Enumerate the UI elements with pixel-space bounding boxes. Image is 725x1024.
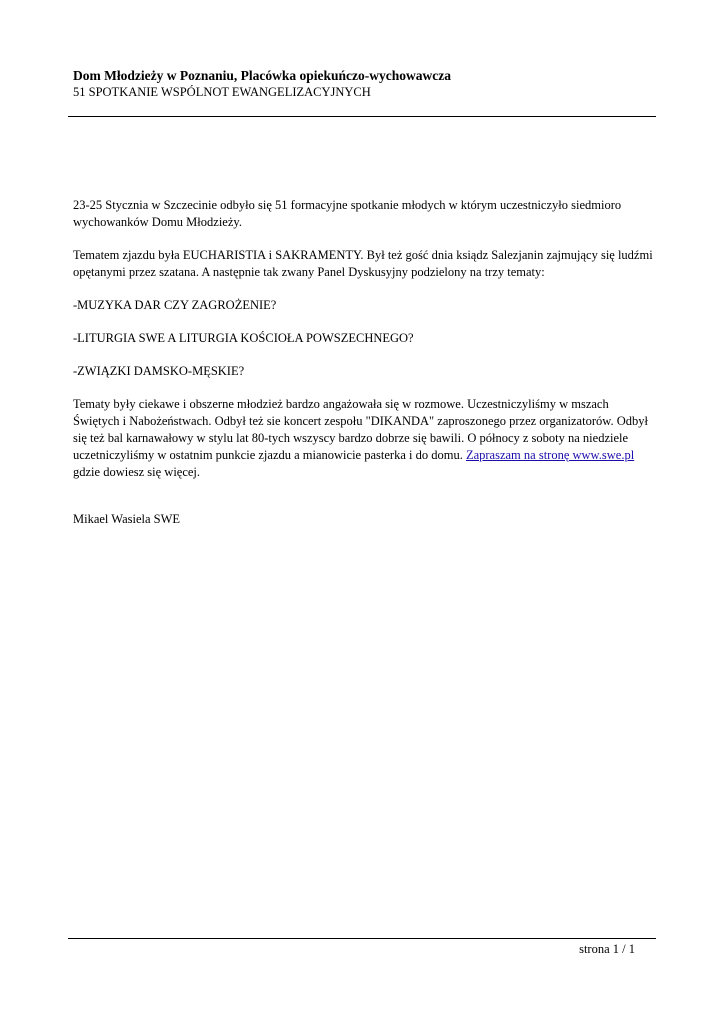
page-header	[73, 68, 653, 100]
panel-topic-1: -MUZYKA DAR CZY ZAGROŻENIE?	[73, 298, 277, 312]
paragraph-theme: Tematem zjazdu była EUCHARISTIA i SAKRAMENTY. Był też gość dnia ksiądz Salezjanin zajmujący się ludźmi opętanymi przez szatana. A następnie tak zwany Panel Dyskusyjny podzielony na trzy tematy:	[73, 248, 653, 279]
header-divider	[68, 116, 656, 117]
paragraph-intro: 23-25 Stycznia w Szczecinie odbyło się 51 formacyjne spotkanie młodych w którym uczestniczyło siedmioro wychowanków Domu Młodzieży.	[73, 198, 622, 229]
footer-divider	[68, 938, 656, 939]
swe-website-link[interactable]: Zapraszam na stronę www.swe.pl	[465, 448, 635, 462]
panel-topic-3: -ZWIĄZKI DAMSKO-MĘSKIE?	[73, 364, 245, 378]
panel-topic-2: -LITURGIA SWE A LITURGIA KOŚCIOŁA POWSZECHNEGO?	[73, 331, 414, 345]
summary-tail: gdzie dowiesz się więcej.	[73, 465, 201, 479]
page-number: strona 1 / 1	[579, 942, 635, 956]
article-body	[73, 197, 657, 544]
summary-text: Tematy były ciekawe i obszerne młodzież bardzo angażowała się w rozmowe. Uczestniczyliśmy w mszach Świętych i Nabożeństwach. Odbył też sie koncert zespołu "DIKANDA" zaproszonego przez organizatorów. Odbył się też bal karnawałowy w stylu lat 80-tych wszyscy bardzo dobrze się bawili. O północy z soboty na niedziele uczetniczyliśmy w ostatnim punkcie zjazdu a mianowicie pasterka i do domu.	[73, 397, 648, 462]
author-signature: Mikael Wasiela SWE	[73, 512, 181, 526]
paragraph-summary	[73, 396, 657, 481]
organization-title: Dom Młodzieży w Poznaniu, Placówka opiekuńczo-wychowawcza	[73, 68, 451, 83]
article-subtitle: 51 SPOTKANIE WSPÓLNOT EWANGELIZACYJNYCH	[73, 85, 371, 99]
